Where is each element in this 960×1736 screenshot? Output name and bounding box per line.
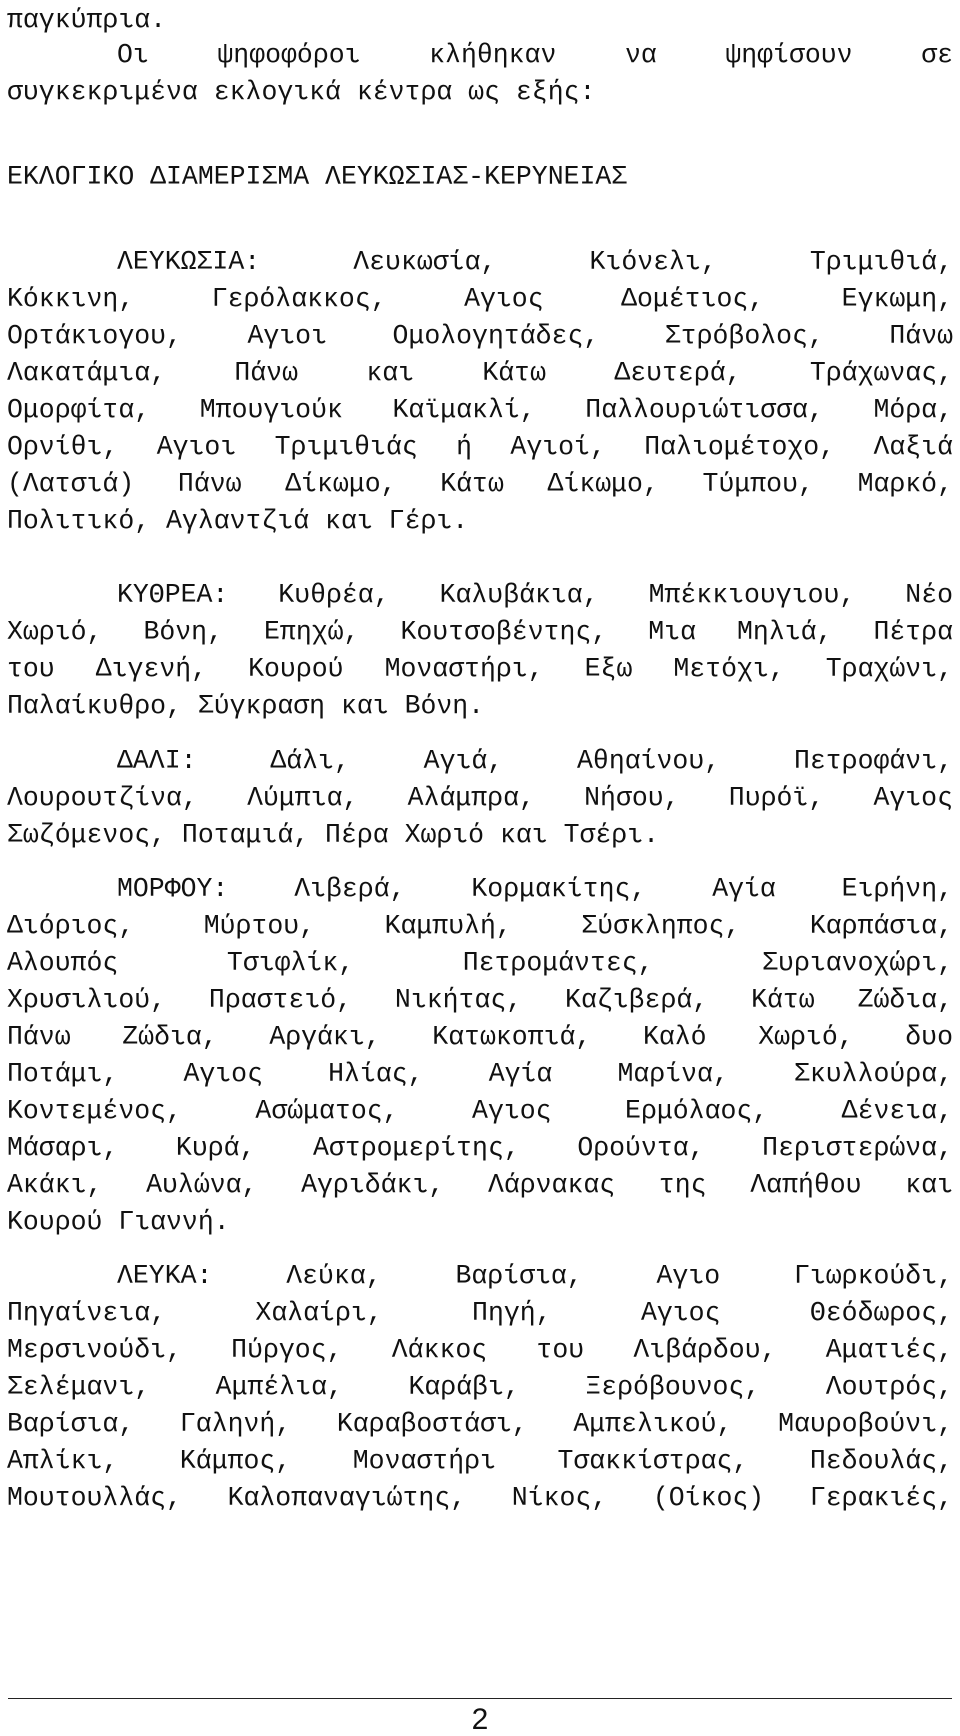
- text-line: Μερσινούδι, Πύργος, Λάκκος του Λιβάρδου, Αματιές,: [7, 1335, 953, 1365]
- text-line: Πολιτικό, Αγλαντζιά και Γέρι.: [7, 506, 469, 536]
- paragraph-kythrea-line: ΚΥΘΡΕΑ: Κυθρέα, Καλυβάκια, Μπέκκιουγιου, Νέο: [117, 580, 953, 610]
- text-line: Πάνω Ζώδια, Αργάκι, Κατωκοπιά, Καλό Χωριό, δυο: [7, 1022, 953, 1052]
- text-line: Αλουπός Τσιφλίκ, Πετρομάντες, Συριανοχώρι,: [7, 948, 953, 978]
- page-number: 2: [471, 1703, 489, 1736]
- text-line: Κουρού Γιαννή.: [7, 1207, 230, 1237]
- paragraph-lefka-line: ΛΕΥΚΑ: Λεύκα, Βαρίσια, Αγιο Γιωρκούδι,: [117, 1261, 953, 1291]
- text-line: Απλίκι, Κάμπος, Μοναστήρι Τσακκίστρας, Πεδουλάς,: [7, 1446, 953, 1476]
- text-line: Μουτουλλάς, Καλοπαναγιώτης, Νίκος, (Οίκος) Γερακιές,: [7, 1483, 953, 1513]
- paragraph-intro-line: Οι ψηφοφόροι κλήθηκαν να ψηφίσουν σε: [117, 40, 953, 70]
- text-line: παγκύπρια.: [7, 5, 167, 35]
- text-line: Πηγαίνεια, Χαλαίρι, Πηγή, Αγιος Θεόδωρος,: [7, 1298, 953, 1328]
- text-line: συγκεκριμένα εκλογικά κέντρα ως εξής:: [7, 77, 596, 107]
- paragraph-morfou-line: ΜΟΡΦΟΥ: Λιβερά, Κορμακίτης, Αγία Ειρήνη,: [117, 874, 953, 904]
- text-line: Χωριό, Βόνη, Επηχώ, Κουτσοβέντης, Μια Μηλιά, Πέτρα: [7, 617, 953, 647]
- text-line: Χρυσιλιού, Πραστειό, Νικήτας, Καζιβερά, Κάτω Ζώδια,: [7, 985, 953, 1015]
- text-line: Κοντεμένος, Ασώματος, Αγιος Ερμόλαος, Δένεια,: [7, 1096, 953, 1126]
- text-line: Λακατάμια, Πάνω και Κάτω Δευτερά, Τράχωνας,: [7, 358, 953, 388]
- text-line: Παλαίκυθρο, Σύγκραση και Βόνη.: [7, 691, 485, 721]
- footer-divider: [8, 1698, 952, 1699]
- text-line: Βαρίσια, Γαληνή, Καραβοστάσι, Αμπελικού, Μαυροβούνι,: [7, 1409, 953, 1439]
- paragraph-dali-line: ΔΑΛΙ: Δάλι, Αγιά, Αθηαίνου, Πετροφάνι,: [117, 746, 953, 776]
- text-line: Κόκκινη, Γερόλακκος, Αγιος Δομέτιος, Εγκωμη,: [7, 284, 953, 314]
- text-line: Σωζόμενος, Ποταμιά, Πέρα Χωριό και Τσέρι.: [7, 820, 660, 850]
- section-heading: ΕΚΛΟΓΙΚΟ ΔΙΑΜΕΡΙΣΜΑ ΛΕΥΚΩΣΙΑΣ-ΚΕΡΥΝΕΙΑΣ: [7, 162, 628, 192]
- text-line: του Διγενή, Κουρού Μοναστήρι, Εξω Μετόχι, Τραχώνι,: [7, 654, 953, 684]
- text-line: Ακάκι, Αυλώνα, Αγριδάκι, Λάρνακας της Λαπήθου και: [7, 1170, 953, 1200]
- paragraph-lefkosia-line: ΛΕΥΚΩΣΙΑ: Λευκωσία, Κιόνελι, Τριμιθιά,: [117, 247, 953, 277]
- text-line: (Λατσιά) Πάνω Δίκωμο, Κάτω Δίκωμο, Τύμπου, Μαρκό,: [7, 469, 953, 499]
- text-line: Σελέμανι, Αμπέλια, Καράβι, Ξερόβουνος, Λουτρός,: [7, 1372, 953, 1402]
- text-line: Ποτάμι, Αγιος Ηλίας, Αγία Μαρίνα, Σκυλλούρα,: [7, 1059, 953, 1089]
- text-line: Ορνίθι, Αγιοι Τριμιθιάς ή Αγιοί, Παλιομέτοχο, Λαξιά: [7, 432, 953, 462]
- text-line: Μάσαρι, Κυρά, Αστρομερίτης, Ορούντα, Περιστερώνα,: [7, 1133, 953, 1163]
- text-line: Διόριος, Μύρτου, Καμπυλή, Σύσκληπος, Καρπάσια,: [7, 911, 953, 941]
- text-line: Ορτάκιογου, Αγιοι Ομολογητάδες, Στρόβολος, Πάνω: [7, 321, 953, 351]
- text-line: Ομορφίτα, Μπουγιούκ Καϊμακλί, Παλλουριώτισσα, Μόρα,: [7, 395, 953, 425]
- text-line: Λουρουτζίνα, Λύμπια, Αλάμπρα, Νήσου, Πυρόϊ, Αγιος: [7, 783, 953, 813]
